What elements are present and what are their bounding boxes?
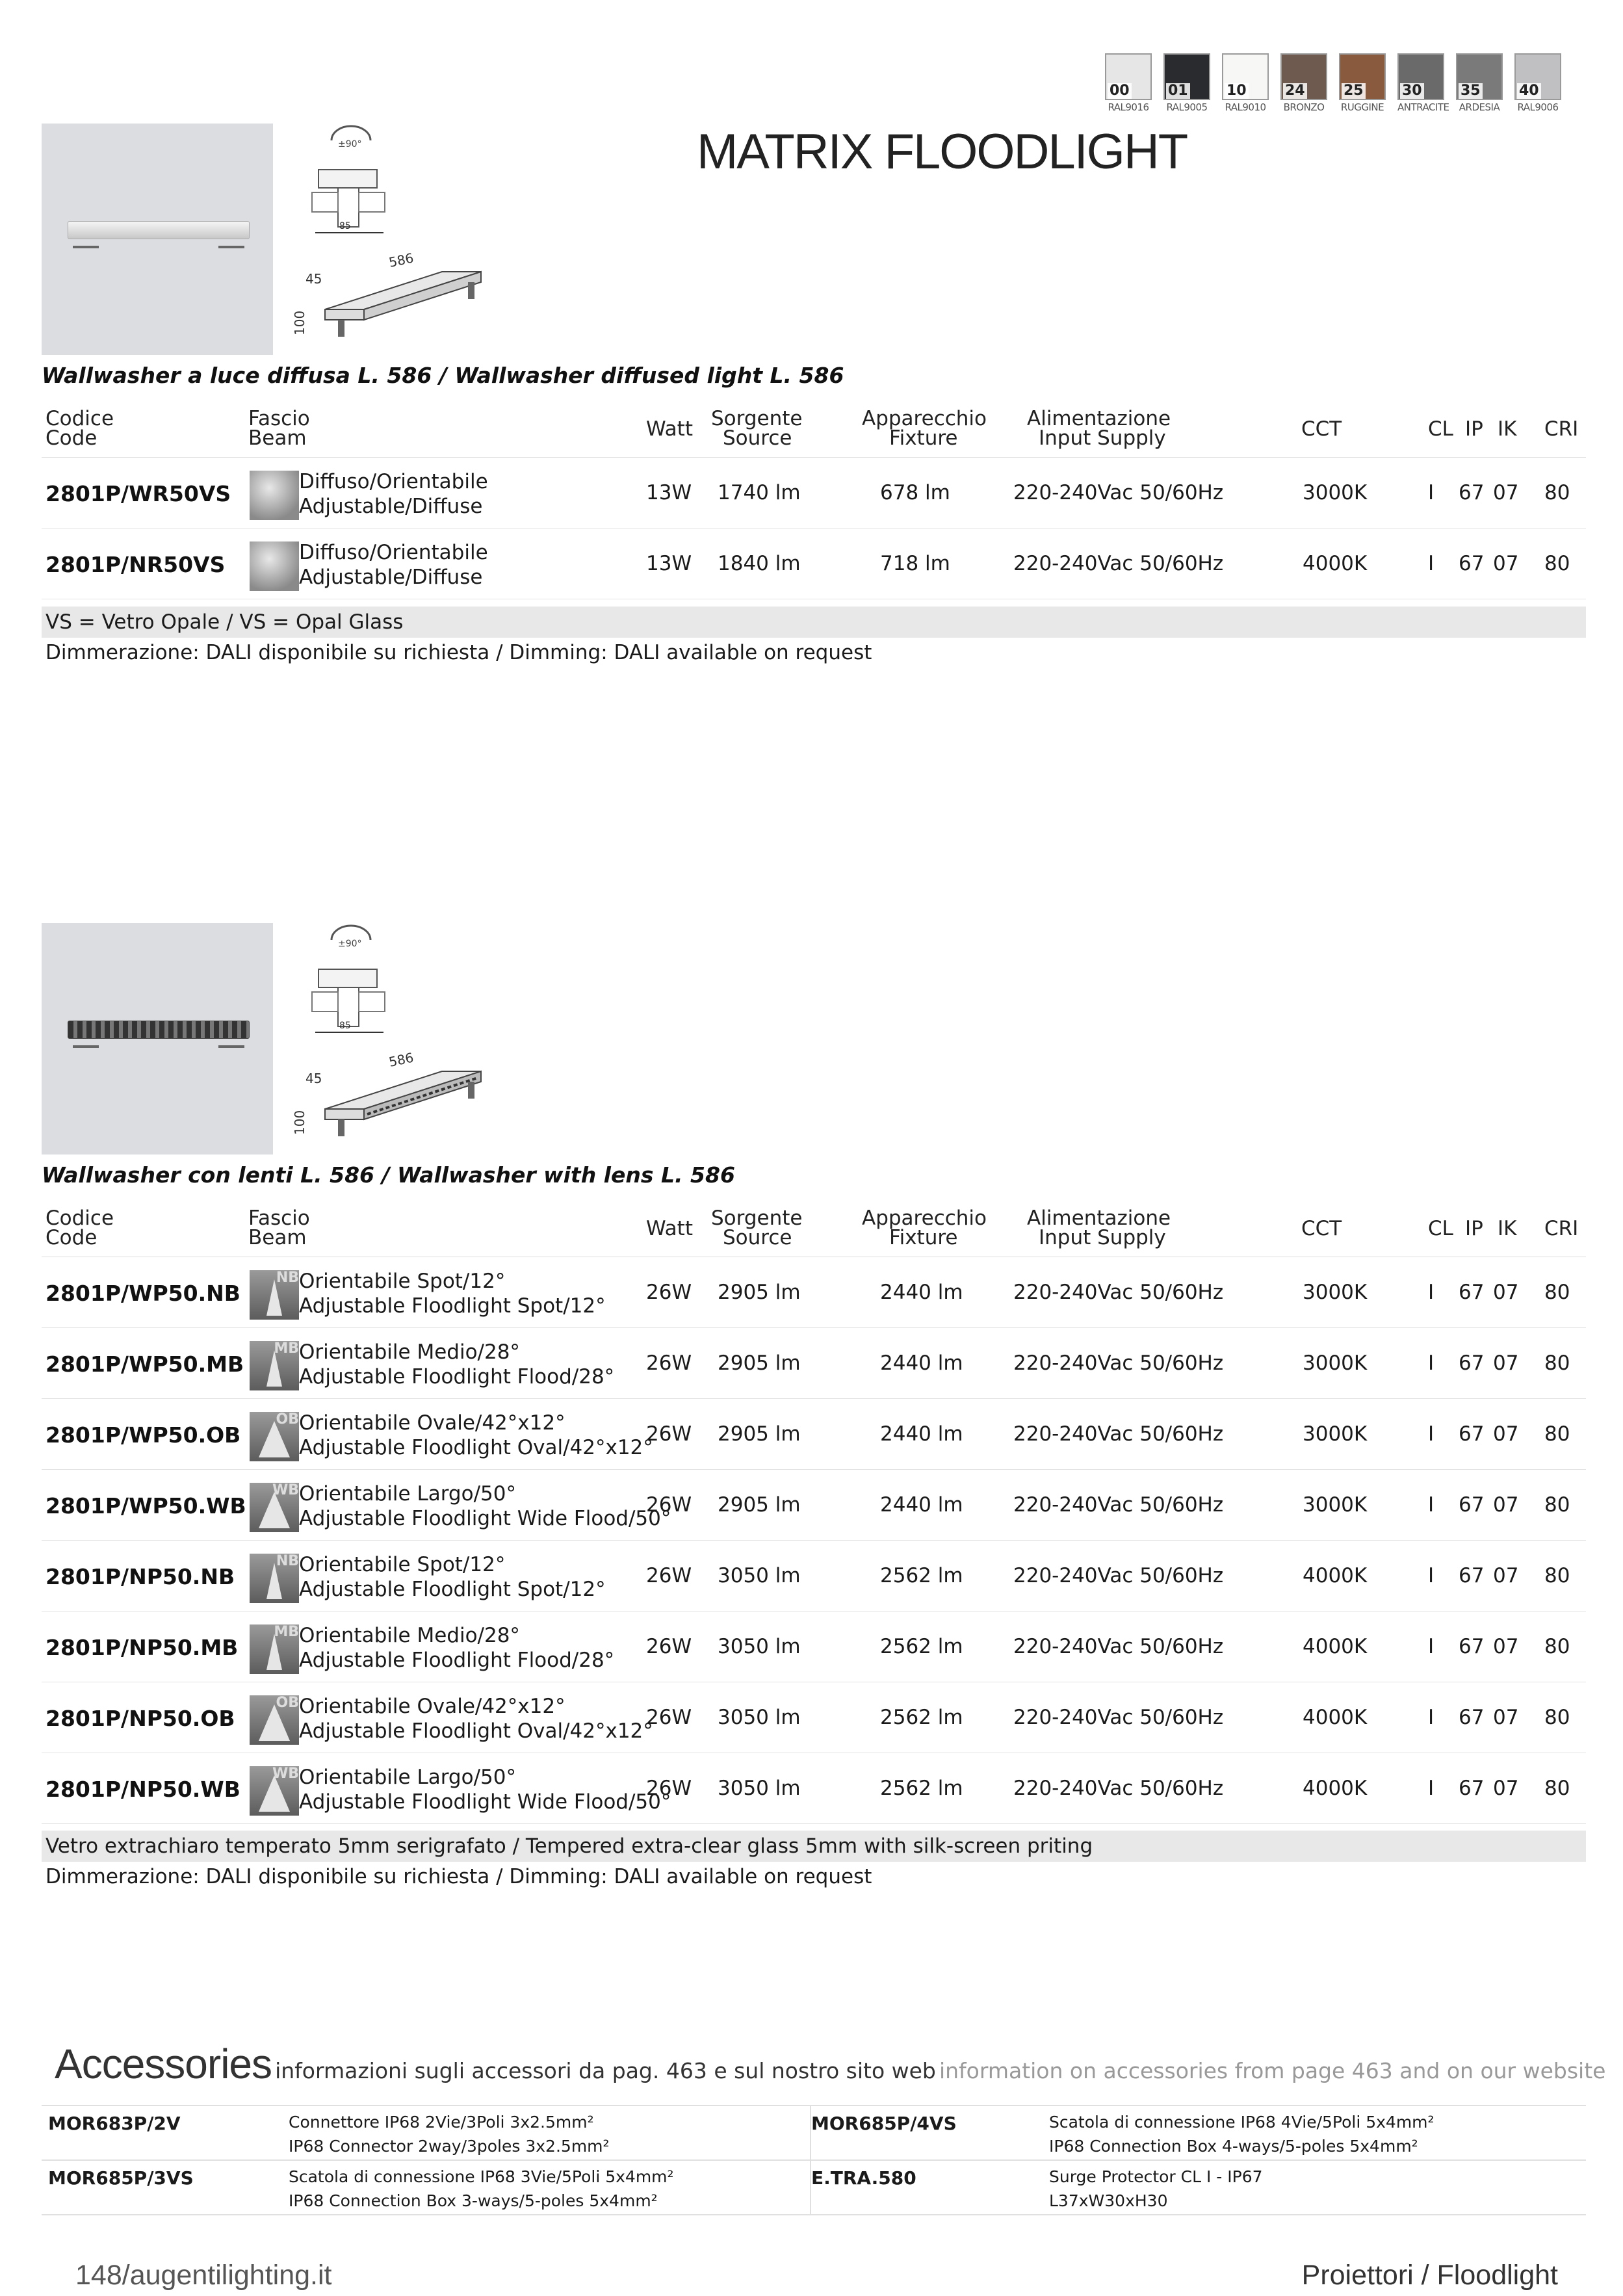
drawing-dim-width: 586 xyxy=(387,1049,415,1070)
table-header xyxy=(42,1204,1586,1257)
product-photo-diffused xyxy=(42,124,273,355)
dimming-note: Dimmerazione: DALI disponibile su richiesta / Dimming: DALI available on request xyxy=(45,1865,872,1888)
fixture-lumen: 2440 lm xyxy=(880,1351,963,1375)
ik-value: 07 xyxy=(1493,552,1519,575)
swatch-code: 35 xyxy=(1459,83,1483,99)
beam-en: Adjustable/Diffuse xyxy=(299,495,483,518)
beam-icon xyxy=(250,471,299,520)
beam-en: Adjustable Floodlight Flood/28° xyxy=(299,1365,615,1389)
ip-value: 67 xyxy=(1459,1351,1485,1375)
header-cri: CRI xyxy=(1544,417,1579,441)
beam-en: Adjustable/Diffuse xyxy=(299,566,483,589)
drawing-leg xyxy=(338,320,344,337)
beam-en: Adjustable Floodlight Spot/12° xyxy=(299,1294,606,1318)
drawing-angle: ±90° xyxy=(338,139,362,150)
swatch-ral: ANTRACITE xyxy=(1397,101,1449,113)
header-code-it: Codice xyxy=(45,1207,114,1230)
accessories-subtitle-it: informazioni sugli accessori da pag. 463 e sul nostro sito web xyxy=(275,2058,936,2083)
cri-value: 80 xyxy=(1544,1351,1570,1375)
footer-page-url: 148/augentilighting.it xyxy=(75,2260,332,2291)
swatch-code: 25 xyxy=(1342,83,1366,99)
product-code: 2801P/NP50.MB xyxy=(45,1635,239,1660)
cl-value: I xyxy=(1428,1422,1435,1446)
header-code-it: Codice xyxy=(45,407,114,430)
accessory-row xyxy=(42,2161,1586,2215)
ik-value: 07 xyxy=(1493,481,1519,504)
dimming-note: Dimmerazione: DALI disponibile su richiesta / Dimming: DALI available on request xyxy=(45,641,872,664)
accessory-cell xyxy=(811,2161,1586,2215)
header-beam-it: Fascio xyxy=(248,407,310,430)
header-cct: CCT xyxy=(1301,1217,1342,1240)
header-source-it: Sorgente xyxy=(711,407,803,430)
header-beam-it: Fascio xyxy=(248,1207,310,1230)
watt-value: 26W xyxy=(646,1351,692,1375)
beam-it: Orientabile Spot/12° xyxy=(299,1553,506,1576)
ik-value: 07 xyxy=(1493,1777,1519,1800)
swatch-code: 10 xyxy=(1225,83,1249,99)
fixture-lumen: 678 lm xyxy=(880,481,950,504)
swatch-code: 30 xyxy=(1400,83,1424,99)
drawing-leg xyxy=(468,282,474,299)
beam-tag: NB xyxy=(276,1553,299,1569)
drawing-flap xyxy=(312,192,338,212)
swatch-ral: RAL9005 xyxy=(1166,101,1208,113)
beam-en: Adjustable Floodlight Flood/28° xyxy=(299,1649,615,1672)
product-row xyxy=(42,528,1586,599)
drawing-flap xyxy=(359,992,385,1011)
beam-it: Orientabile Medio/28° xyxy=(299,1624,520,1647)
header-cl: CL xyxy=(1428,1217,1453,1240)
beam-icon xyxy=(250,1341,299,1390)
cct-value: 3000K xyxy=(1303,1422,1368,1446)
beam-icon xyxy=(250,1624,299,1674)
cct-value: 3000K xyxy=(1303,1351,1368,1375)
accessory-desc-en: IP68 Connection Box 4-ways/5-poles 5x4mm² xyxy=(1049,2137,1418,2156)
beam-it: Orientabile Spot/12° xyxy=(299,1270,506,1293)
cl-value: I xyxy=(1428,1564,1435,1587)
fixture-foot xyxy=(73,238,99,248)
product-code: 2801P/WP50.MB xyxy=(45,1351,244,1377)
swatch-code: 01 xyxy=(1166,83,1190,99)
product-row xyxy=(42,1470,1586,1541)
accessory-code: MOR685P/3VS xyxy=(48,2167,194,2189)
source-lumen: 1840 lm xyxy=(718,552,801,575)
finish-swatch xyxy=(1397,53,1449,113)
swatch-code: 24 xyxy=(1283,83,1307,99)
accessories-heading: Accessories xyxy=(55,2041,272,2087)
header-fixture-en: Fixture xyxy=(889,426,958,450)
fixture-foot xyxy=(73,1037,99,1048)
footer-category: Proiettori / Floodlight xyxy=(1301,2260,1558,2291)
accessory-desc-en: IP68 Connection Box 3-ways/5-poles 5x4mm² xyxy=(289,2191,658,2210)
beam-it: Diffuso/Orientabile xyxy=(299,470,488,493)
beam-tag: WB xyxy=(272,1482,299,1498)
beam-icon xyxy=(250,541,299,591)
swatch-ral: BRONZO xyxy=(1283,101,1325,113)
technical-drawing-diffused xyxy=(286,121,500,352)
swatch-chip xyxy=(1163,53,1210,100)
header-ip: IP xyxy=(1465,417,1483,441)
cct-value: 3000K xyxy=(1303,481,1368,504)
drawing-leg xyxy=(338,1119,344,1136)
beam-icon xyxy=(250,1554,299,1603)
drawing-head xyxy=(318,969,377,987)
swatch-code: 00 xyxy=(1108,83,1132,99)
product-code: 2801P/NR50VS xyxy=(45,552,226,577)
ip-value: 67 xyxy=(1459,1635,1485,1658)
product-photo-lens xyxy=(42,923,273,1155)
source-lumen: 3050 lm xyxy=(718,1564,801,1587)
rotation-arrow xyxy=(331,126,370,140)
accessory-desc-it: Scatola di connessione IP68 4Vie/5Poli 5x4mm² xyxy=(1049,2113,1435,2132)
accessory-desc xyxy=(289,2165,674,2213)
accessories-title xyxy=(55,2040,1605,2088)
source-lumen: 3050 lm xyxy=(718,1635,801,1658)
swatch-ral: RAL9006 xyxy=(1517,101,1559,113)
drawing-body-front xyxy=(325,309,364,320)
header-supply-it: Alimentazione xyxy=(1027,407,1171,430)
header-fixture-it: Apparecchio xyxy=(862,407,987,430)
drawing-flap xyxy=(312,992,338,1011)
beam-icon xyxy=(250,1766,299,1816)
finish-swatch xyxy=(1222,53,1269,112)
cl-value: I xyxy=(1428,552,1435,575)
ik-value: 07 xyxy=(1493,1493,1519,1517)
accessory-desc xyxy=(1049,2165,1263,2213)
fixture-lumen: 2440 lm xyxy=(880,1281,963,1304)
swatch-ral: ARDESIA xyxy=(1459,101,1500,113)
product-row xyxy=(42,1682,1586,1753)
accessory-desc-it: Connettore IP68 2Vie/3Poli 3x2.5mm² xyxy=(289,2113,594,2132)
product-code: 2801P/NP50.OB xyxy=(45,1706,235,1731)
source-lumen: 2905 lm xyxy=(718,1281,801,1304)
technical-drawing-lens xyxy=(286,920,500,1152)
cri-value: 80 xyxy=(1544,1281,1570,1304)
cl-value: I xyxy=(1428,1706,1435,1729)
drawing-flap xyxy=(359,192,385,212)
product-table-lens xyxy=(42,1204,1586,1824)
watt-value: 26W xyxy=(646,1281,692,1304)
source-lumen: 2905 lm xyxy=(718,1422,801,1446)
beam-it: Orientabile Medio/28° xyxy=(299,1340,520,1364)
header-cct: CCT xyxy=(1301,417,1342,441)
cri-value: 80 xyxy=(1544,1422,1570,1446)
watt-value: 26W xyxy=(646,1564,692,1587)
cl-value: I xyxy=(1428,1351,1435,1375)
swatch-chip xyxy=(1397,53,1444,100)
accessories-table xyxy=(42,2105,1586,2215)
swatch-chip xyxy=(1280,53,1327,100)
product-row xyxy=(42,1257,1586,1328)
header-code-en: Code xyxy=(45,1226,97,1249)
product-row xyxy=(42,1399,1586,1470)
cri-value: 80 xyxy=(1544,481,1570,504)
accessory-row xyxy=(42,2106,1586,2161)
source-lumen: 3050 lm xyxy=(718,1706,801,1729)
ik-value: 07 xyxy=(1493,1281,1519,1304)
swatch-ral: RAL9010 xyxy=(1225,101,1266,113)
beam-it: Orientabile Largo/50° xyxy=(299,1766,516,1789)
cri-value: 80 xyxy=(1544,552,1570,575)
beam-icon xyxy=(250,1412,299,1461)
product-table-diffused xyxy=(42,404,1586,599)
watt-value: 26W xyxy=(646,1777,692,1800)
ip-value: 67 xyxy=(1459,1706,1485,1729)
fixture-lumen: 2562 lm xyxy=(880,1564,963,1587)
product-row xyxy=(42,1753,1586,1824)
swatch-chip xyxy=(1105,53,1152,100)
drawing-dim-base: 85 xyxy=(339,1021,351,1031)
beam-tag: OB xyxy=(276,1411,299,1428)
cct-value: 4000K xyxy=(1303,1635,1368,1658)
ip-value: 67 xyxy=(1459,552,1485,575)
section-heading-lens: Wallwasher con lenti L. 586 / Wallwasher with lens L. 586 xyxy=(42,1162,735,1188)
beam-en: Adjustable Floodlight Wide Flood/50° xyxy=(299,1507,671,1530)
fixture-foot xyxy=(218,1037,244,1048)
header-watt: Watt xyxy=(646,1217,693,1240)
cct-value: 4000K xyxy=(1303,1564,1368,1587)
header-source-it: Sorgente xyxy=(711,1207,803,1230)
input-supply: 220-240Vac 50/60Hz xyxy=(1013,1635,1224,1658)
glass-note: Vetro extrachiaro temperato 5mm serigrafato / Tempered extra-clear glass 5mm with silk-screen priting xyxy=(42,1831,1586,1862)
beam-icon xyxy=(250,1483,299,1532)
product-code: 2801P/WP50.OB xyxy=(45,1422,241,1448)
fixture-lumen: 718 lm xyxy=(880,552,950,575)
beam-icon xyxy=(250,1270,299,1320)
product-code: 2801P/NP50.WB xyxy=(45,1777,240,1802)
fixture-lumen: 2440 lm xyxy=(880,1493,963,1517)
source-lumen: 2905 lm xyxy=(718,1351,801,1375)
input-supply: 220-240Vac 50/60Hz xyxy=(1013,1422,1224,1446)
table-header xyxy=(42,404,1586,458)
watt-value: 26W xyxy=(646,1493,692,1517)
watt-value: 26W xyxy=(646,1422,692,1446)
accessory-desc-en: L37xW30xH30 xyxy=(1049,2191,1168,2210)
header-ik: IK xyxy=(1498,417,1517,441)
ik-value: 07 xyxy=(1493,1635,1519,1658)
rotation-arrow xyxy=(331,926,370,940)
ip-value: 67 xyxy=(1459,1493,1485,1517)
beam-tag: MB xyxy=(274,1340,299,1357)
cri-value: 80 xyxy=(1544,1635,1570,1658)
swatch-chip xyxy=(1222,53,1269,100)
cri-value: 80 xyxy=(1544,1706,1570,1729)
ik-value: 07 xyxy=(1493,1564,1519,1587)
accessory-desc xyxy=(1049,2110,1435,2158)
beam-it: Diffuso/Orientabile xyxy=(299,541,488,564)
header-fixture-en: Fixture xyxy=(889,1226,958,1249)
finish-swatch xyxy=(1456,53,1503,112)
beam-en: Adjustable Floodlight Wide Flood/50° xyxy=(299,1790,671,1814)
product-row xyxy=(42,1328,1586,1399)
product-row xyxy=(42,458,1586,528)
beam-tag: NB xyxy=(276,1270,299,1286)
input-supply: 220-240Vac 50/60Hz xyxy=(1013,1351,1224,1375)
header-supply-en: Input Supply xyxy=(1039,426,1166,450)
finish-swatch xyxy=(1339,53,1386,112)
ip-value: 67 xyxy=(1459,1422,1485,1446)
section-heading-diffused: Wallwasher a luce diffusa L. 586 / Wallwasher diffused light L. 586 xyxy=(42,363,844,388)
input-supply: 220-240Vac 50/60Hz xyxy=(1013,1564,1224,1587)
drawing-dim-depth: 45 xyxy=(305,271,322,287)
accessory-desc-it: Scatola di connessione IP68 3Vie/5Poli 5x4mm² xyxy=(289,2167,674,2186)
drawing-dim-depth: 45 xyxy=(305,1071,322,1086)
cl-value: I xyxy=(1428,1493,1435,1517)
cct-value: 4000K xyxy=(1303,1777,1368,1800)
cl-value: I xyxy=(1428,1777,1435,1800)
finish-swatches xyxy=(1105,53,1573,112)
cl-value: I xyxy=(1428,1635,1435,1658)
input-supply: 220-240Vac 50/60Hz xyxy=(1013,481,1224,504)
accessory-cell xyxy=(811,2106,1586,2161)
header-source-en: Source xyxy=(723,1226,792,1249)
accessories-subtitle-en: information on accessories from page 463 and on our website xyxy=(939,2058,1606,2083)
accessory-desc xyxy=(289,2110,610,2158)
drawing-dim-height: 100 xyxy=(292,310,307,335)
product-row xyxy=(42,1541,1586,1611)
swatch-code: 40 xyxy=(1517,83,1541,99)
watt-value: 26W xyxy=(646,1635,692,1658)
beam-en: Adjustable Floodlight Oval/42°x12° xyxy=(299,1436,653,1459)
fixture-lumen: 2562 lm xyxy=(880,1635,963,1658)
ik-value: 07 xyxy=(1493,1422,1519,1446)
fixture-lumen: 2562 lm xyxy=(880,1777,963,1800)
ip-value: 67 xyxy=(1459,481,1485,504)
accessory-desc-it: Surge Protector CL I - IP67 xyxy=(1049,2167,1263,2186)
cct-value: 3000K xyxy=(1303,1493,1368,1517)
header-supply-en: Input Supply xyxy=(1039,1226,1166,1249)
header-cri: CRI xyxy=(1544,1217,1579,1240)
header-supply-it: Alimentazione xyxy=(1027,1207,1171,1230)
accessory-code: E.TRA.580 xyxy=(811,2167,916,2189)
product-code: 2801P/WP50.NB xyxy=(45,1281,240,1306)
finish-swatch xyxy=(1514,53,1561,112)
input-supply: 220-240Vac 50/60Hz xyxy=(1013,1777,1224,1800)
drawing-body-front xyxy=(325,1109,364,1119)
finish-swatch xyxy=(1280,53,1327,112)
glass-note: VS = Vetro Opale / VS = Opal Glass xyxy=(42,607,1586,638)
watt-value: 13W xyxy=(646,481,692,504)
accessory-desc-en: IP68 Connector 2way/3poles 3x2.5mm² xyxy=(289,2137,610,2156)
ik-value: 07 xyxy=(1493,1706,1519,1729)
swatch-chip xyxy=(1456,53,1503,100)
beam-tag: MB xyxy=(274,1624,299,1640)
beam-tag: WB xyxy=(272,1766,299,1782)
cct-value: 3000K xyxy=(1303,1281,1368,1304)
swatch-ral: RUGGINE xyxy=(1340,101,1384,113)
ip-value: 67 xyxy=(1459,1777,1485,1800)
drawing-dim-base: 85 xyxy=(339,221,351,231)
fixture-foot xyxy=(218,238,244,248)
source-lumen: 3050 lm xyxy=(718,1777,801,1800)
drawing-dim-width: 586 xyxy=(387,250,415,270)
ik-value: 07 xyxy=(1493,1351,1519,1375)
product-code: 2801P/WP50.WB xyxy=(45,1493,246,1519)
accessory-cell xyxy=(42,2161,811,2215)
cl-value: I xyxy=(1428,1281,1435,1304)
watt-value: 13W xyxy=(646,552,692,575)
watt-value: 26W xyxy=(646,1706,692,1729)
header-watt: Watt xyxy=(646,417,693,441)
cct-value: 4000K xyxy=(1303,552,1368,575)
input-supply: 220-240Vac 50/60Hz xyxy=(1013,1281,1224,1304)
ip-value: 67 xyxy=(1459,1564,1485,1587)
drawing-head xyxy=(318,170,377,188)
accessory-code: MOR683P/2V xyxy=(48,2113,181,2134)
fixture-lumen: 2562 lm xyxy=(880,1706,963,1729)
beam-tag: OB xyxy=(276,1695,299,1711)
beam-it: Orientabile Ovale/42°x12° xyxy=(299,1411,565,1435)
beam-it: Orientabile Ovale/42°x12° xyxy=(299,1695,565,1718)
source-lumen: 2905 lm xyxy=(718,1493,801,1517)
header-fixture-it: Apparecchio xyxy=(862,1207,987,1230)
header-code-en: Code xyxy=(45,426,97,450)
swatch-chip xyxy=(1514,53,1561,100)
product-row xyxy=(42,1611,1586,1682)
cri-value: 80 xyxy=(1544,1564,1570,1587)
header-source-en: Source xyxy=(723,426,792,450)
beam-en: Adjustable Floodlight Spot/12° xyxy=(299,1578,606,1601)
swatch-chip xyxy=(1339,53,1386,100)
product-code: 2801P/NP50.NB xyxy=(45,1564,235,1589)
beam-it: Orientabile Largo/50° xyxy=(299,1482,516,1506)
input-supply: 220-240Vac 50/60Hz xyxy=(1013,552,1224,575)
drawing-angle: ±90° xyxy=(338,939,362,949)
page-title: MATRIX FLOODLIGHT xyxy=(697,124,1188,179)
fixture-bar xyxy=(68,1021,250,1039)
accessory-cell xyxy=(42,2106,811,2161)
cri-value: 80 xyxy=(1544,1493,1570,1517)
beam-en: Adjustable Floodlight Oval/42°x12° xyxy=(299,1719,653,1743)
input-supply: 220-240Vac 50/60Hz xyxy=(1013,1493,1224,1517)
ip-value: 67 xyxy=(1459,1281,1485,1304)
drawing-dim-height: 100 xyxy=(292,1110,307,1135)
fixture-bar xyxy=(68,221,250,239)
beam-icon xyxy=(250,1695,299,1745)
header-cl: CL xyxy=(1428,417,1453,441)
finish-swatch xyxy=(1163,53,1210,112)
swatch-ral: RAL9016 xyxy=(1108,101,1149,113)
header-ip: IP xyxy=(1465,1217,1483,1240)
finish-swatch xyxy=(1105,53,1152,112)
cri-value: 80 xyxy=(1544,1777,1570,1800)
cct-value: 4000K xyxy=(1303,1706,1368,1729)
header-beam-en: Beam xyxy=(248,426,307,450)
input-supply: 220-240Vac 50/60Hz xyxy=(1013,1706,1224,1729)
cl-value: I xyxy=(1428,481,1435,504)
accessory-code: MOR685P/4VS xyxy=(811,2113,957,2134)
product-code: 2801P/WR50VS xyxy=(45,481,231,506)
source-lumen: 1740 lm xyxy=(718,481,801,504)
header-ik: IK xyxy=(1498,1217,1517,1240)
drawing-leg xyxy=(468,1082,474,1099)
header-beam-en: Beam xyxy=(248,1226,307,1249)
fixture-lumen: 2440 lm xyxy=(880,1422,963,1446)
